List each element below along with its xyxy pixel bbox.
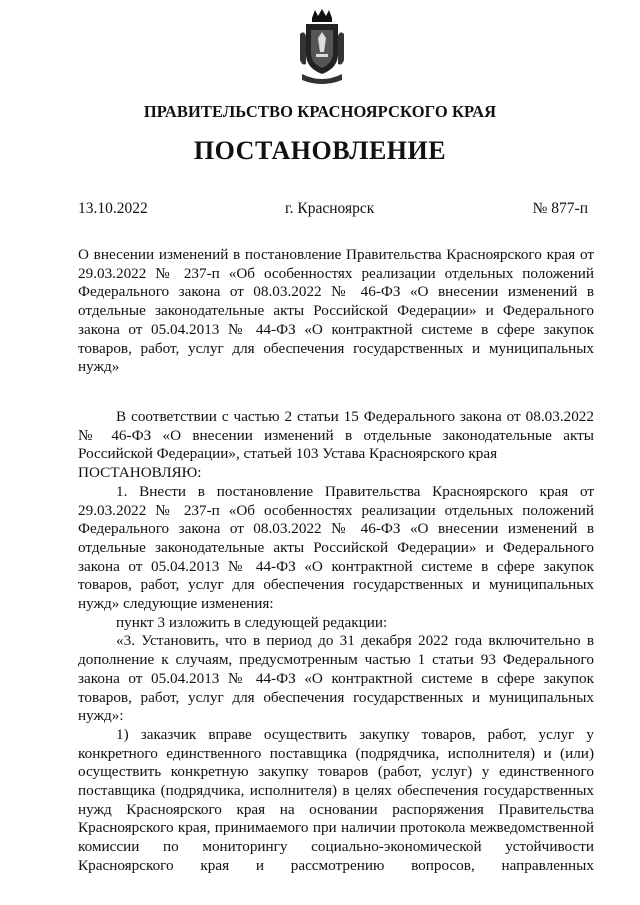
document-type: ПОСТАНОВЛЕНИЕ xyxy=(193,136,447,165)
quoted-point-3-subitem-1: 1) заказчик вправе осуществить закупку товаров, работ, услуг у конкретного единственного поставщика (подрядчика, исполнителя) и (или) осуществить конкретную закупку товаров (работ, услуг) у единственного поставщика (подрядчика, исполнителя) в целях обеспечения государственных нужд Красноярского края на основании распоряжения Правительства Красноярского края, принимаемого при наличии протокола межведомственной комиссии по мониторингу социально-экономической устойчивости Красноярского края и рассмотрению вопросов, направленных xyxy=(78,725,594,874)
coat-of-arms-icon xyxy=(298,8,346,88)
document-number: № 877-п xyxy=(532,200,588,217)
item-1-sub-paragraph: пункт 3 изложить в следующей редакции: xyxy=(116,613,388,631)
item-1-paragraph: 1. Внести в постановление Правительства Красноярского края от 29.03.2022 № 237-п «Об особенностях реализации отдельных положений Федерального закона от 08.03.2022 № 46-ФЗ «О внесении изменений в отдельные законодательные акты Российской Федерации» и Федерального закона от 05.04.2013 № 44-ФЗ «О контрактной системе в сфере закупок товаров, работ, услуг для обеспечения государственных и муниципальных нужд» следующие изменения: xyxy=(78,482,594,613)
organization-name: ПРАВИТЕЛЬСТВО КРАСНОЯРСКОГО КРАЯ xyxy=(143,102,497,121)
decree-word: ПОСТАНОВЛЯЮ: xyxy=(78,464,202,482)
quoted-point-3: «3. Установить, что в период до 31 декабря 2022 года включительно в дополнение к случаям, предусмотренным частью 1 статьи 93 Федерального закона от 05.04.2013 № 44-ФЗ «О контрактной системе в сфере закупок товаров, работ, услуг для обеспечения государственных и муниципальных нужд»: xyxy=(78,632,594,725)
document-date: 13.10.2022 xyxy=(78,200,148,217)
preamble-paragraph: В соответствии с частью 2 статьи 15 Федерального закона от 08.03.2022 № 46-ФЗ «О внесении изменений в отдельные законодательные акты Российской Федерации», статьей 103 Устава Красноярского края xyxy=(78,408,594,463)
document-city: г. Красноярск xyxy=(285,200,375,217)
document-body xyxy=(78,408,594,876)
document-title: О внесении изменений в постановление Правительства Красноярского края от 29.03.2022 № 237-п «Об особенностях реализации отдельных положений Федерального закона от 08.03.2022 № 46-ФЗ «О внесении изменений в отдельные законодательные акты Российской Федерации» и Федерального закона от 05.04.2013 № 44-ФЗ «О контрактной системе в сфере закупок товаров, работ, услуг для обеспечения государственных и муниципальных нужд» xyxy=(78,246,594,376)
